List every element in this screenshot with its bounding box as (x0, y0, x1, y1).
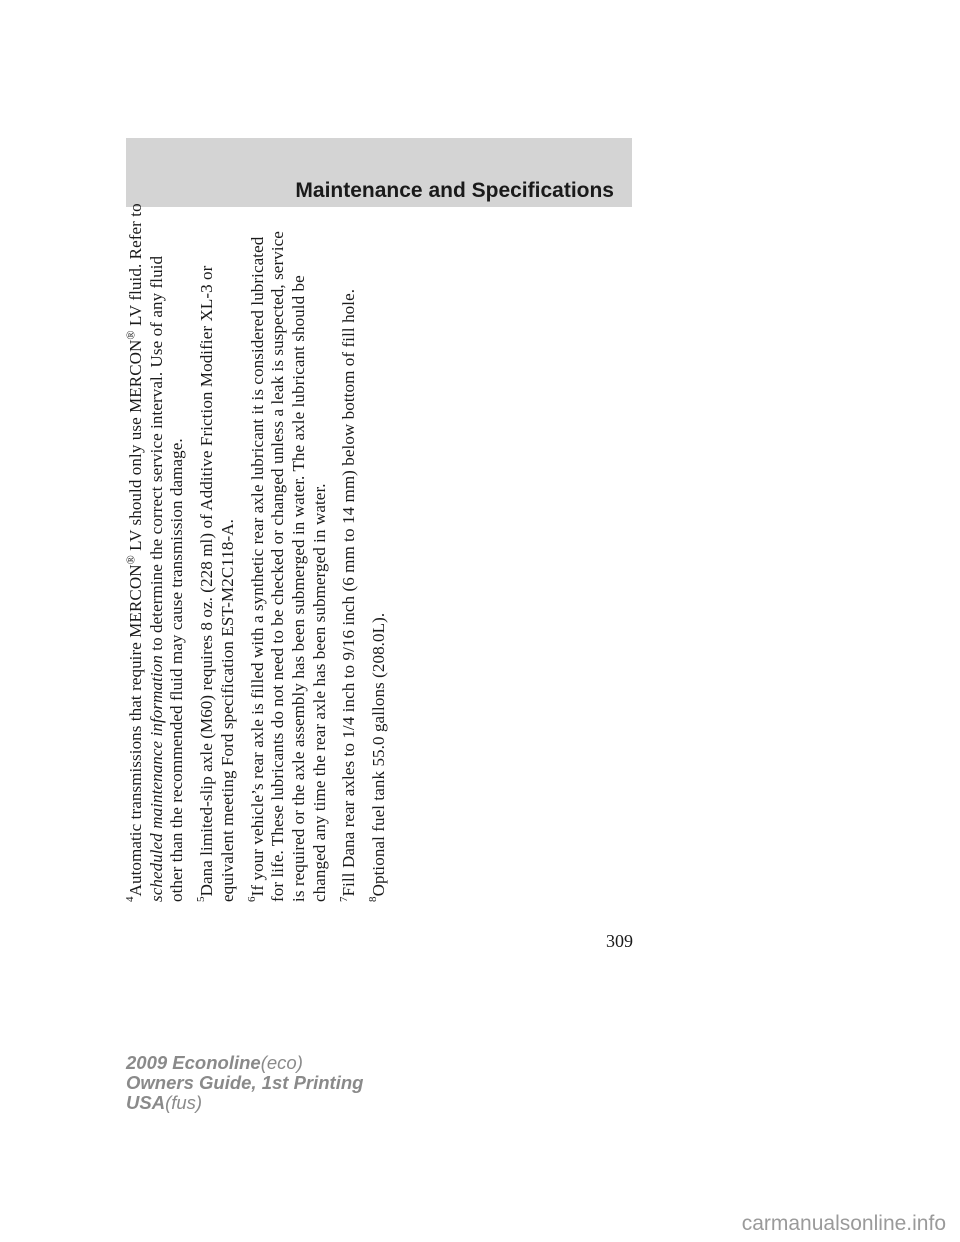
model-name: 2009 Econoline (126, 1052, 261, 1073)
footnote-5: $^5$Dana limited-slip axle (M60) requires 8 oz. (228 ml) of Additive Friction Modifier XL-3 or equivalent meeting Ford specification EST-M2C118-A. (195, 265, 237, 902)
page-number: 309 (606, 931, 633, 951)
market-code: (fus) (165, 1092, 203, 1113)
footnotes-block (123, 203, 390, 902)
footnote-number: 8 (367, 896, 380, 902)
footnote-6: $^6$If your vehicle’s rear axle is filled with a synthetic rear axle lubricant it is considered lubricated for life. These lubricants do not need to be checked or changed unless a leak is suspected, service is required or the axle assembly has been submerged in water. The axle lubricant should be changed any time the rear axle has been submerged in water. (245, 231, 329, 902)
footnote-number: 5 (195, 896, 208, 902)
maintenance-reference: scheduled maintenance information (146, 655, 166, 902)
registered-mark: ® (123, 555, 138, 565)
footnote-number: 6 (245, 896, 258, 902)
registered-mark: ® (123, 330, 138, 340)
footnote-number: 4 (124, 896, 137, 902)
footnote-8: $^8$Optional fuel tank 55.0 gallons (208.0L). (367, 612, 389, 902)
footnote-number: 7 (337, 896, 350, 902)
footnote-4: $^4$Automatic transmissions that require MERCON® LV should only use MERCON® LV fluid. Refer to scheduled maintenance information to determine the correct service interval. Use of any fluid other than the recommended fluid may cause transmission damage. (123, 203, 187, 902)
section-header-band (126, 138, 632, 207)
guide-edition: Owners Guide, 1st Printing (126, 1072, 364, 1093)
footnote-7: $^7$Fill Dana rear axles to 1/4 inch to 9/16 inch (6 mm to 14 mm) below bottom of fill hole. (337, 288, 359, 902)
watermark: carmanualsonline.info (741, 1212, 946, 1235)
market-name: USA (126, 1092, 166, 1113)
printing-info (126, 1053, 363, 1113)
section-title: Maintenance and Specifications (295, 179, 614, 202)
model-code: (eco) (260, 1052, 303, 1073)
